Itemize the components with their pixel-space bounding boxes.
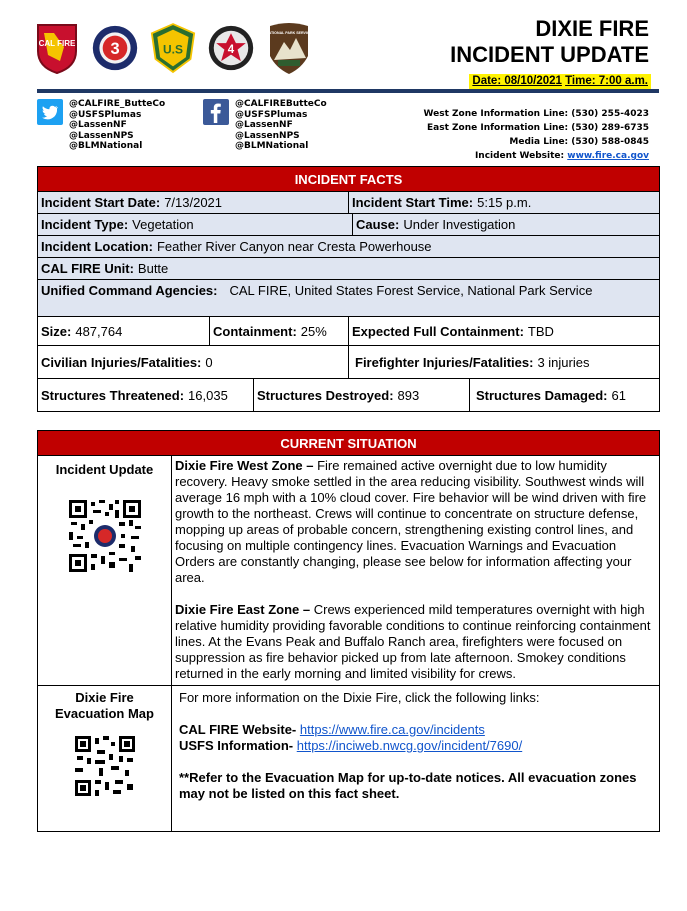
incident-website-link[interactable]: www.fire.ca.gov — [567, 151, 649, 161]
evacuation-note: **Refer to the Evacuation Map for up-to-date notices. All evacuation zones may not be listed on this fact sheet. — [179, 770, 637, 801]
facts-row — [37, 258, 660, 280]
evacuation-map-row — [37, 686, 660, 832]
east-zone-title: Dixie Fire East Zone – — [175, 602, 311, 617]
website-label: Incident Website: — [474, 151, 565, 161]
incident-type-value: Vegetation — [132, 217, 194, 232]
twitter-handle[interactable]: @USFSPlumas — [69, 109, 142, 120]
facts-row — [37, 192, 660, 214]
incident-update-qr-code-icon[interactable] — [69, 500, 141, 572]
twitter-handle[interactable]: @BLMNational — [69, 141, 143, 151]
title-line-1: DIXIE FIRE — [535, 16, 649, 41]
twitter-handle[interactable]: @CALFIRE_ButteCo — [69, 99, 166, 109]
structures-damaged-value: 61 — [611, 387, 626, 403]
evacuation-map-text — [172, 686, 659, 831]
evacuation-map-label-line1: Dixie Fire — [75, 690, 134, 705]
twitter-handles — [37, 99, 165, 152]
contact-info — [424, 107, 650, 163]
facebook-handle[interactable]: @BLMNational — [235, 141, 309, 151]
svg-text:U.S: U.S — [163, 42, 183, 57]
current-situation-table — [37, 430, 660, 832]
agencies-value: CAL FIRE, United States Forest Service, National Park Service — [229, 283, 593, 298]
header-divider — [37, 89, 659, 93]
facts-row — [37, 317, 660, 346]
current-situation-heading: CURRENT SITUATION — [37, 430, 660, 456]
structures-destroyed-value: 893 — [397, 387, 420, 403]
unit-value: Butte — [137, 261, 169, 276]
twitter-handle[interactable]: @LassenNPS — [69, 130, 134, 141]
plumas-county-logo — [92, 20, 138, 76]
twitter-icon[interactable] — [37, 99, 63, 125]
east-zone-text: Crews experienced mild temperatures overnight with high relative humidity providing favorable conditions to continue reinforcing containment lines. At the Evans Peak and Buffalo Ranch area, firefighters were focused on suppression as fire behavior picked up from late afternoon. Smokey conditions returned in the early morning and limited visibility for crews. — [175, 602, 651, 681]
east-zone-line: East Zone Information Line: (530) 289-6735 — [426, 123, 649, 133]
civilian-injuries-cell: Civilian Injuries/Fatalities: 0 — [41, 354, 213, 370]
document-title — [450, 16, 649, 68]
structures-damaged-cell: Structures Damaged: 61 — [469, 379, 659, 411]
facebook-handle[interactable]: @USFSPlumas — [235, 109, 308, 120]
full-containment-cell: Expected Full Containment: TBD — [348, 317, 659, 345]
title-line-2: INCIDENT UPDATE — [450, 42, 649, 67]
east-zone-paragraph — [175, 602, 655, 682]
facts-row — [37, 214, 660, 236]
date-text: Date: 08/10/2021 — [472, 75, 562, 87]
calfire-website-link[interactable]: https://www.fire.ca.gov/incidents — [299, 722, 485, 737]
structures-destroyed-cell: Structures Destroyed: 893 — [253, 379, 469, 411]
cause-value: Under Investigation — [403, 217, 516, 232]
facts-row — [37, 346, 660, 379]
nps-logo — [266, 20, 312, 76]
start-date-value: 7/13/2021 — [164, 195, 223, 210]
usfs-info-link[interactable]: https://inciweb.nwcg.gov/incident/7690/ — [296, 738, 523, 753]
containment-value: 25% — [300, 323, 327, 339]
date-time-stamp — [469, 74, 651, 89]
civilian-injuries-value: 0 — [205, 354, 213, 370]
cause-cell: Cause: Under Investigation — [352, 214, 659, 235]
facts-row — [37, 280, 660, 317]
usfs-info-row — [179, 738, 655, 754]
svg-text:CAL FIRE: CAL FIRE — [38, 39, 76, 48]
firefighter-injuries-value: 3 injuries — [537, 354, 590, 370]
usfs-info-label: USFS Information- — [179, 738, 294, 753]
more-info-text: For more information on the Dixie Fire, click the following links: — [179, 690, 540, 705]
incident-type-cell: Incident Type: Vegetation — [41, 217, 194, 232]
facts-row — [37, 379, 660, 412]
start-time-cell: Incident Start Time: 5:15 p.m. — [348, 192, 659, 213]
calfire-logo — [34, 20, 80, 76]
facebook-icon[interactable] — [203, 99, 229, 125]
incident-facts-table — [37, 166, 660, 412]
calfire-website-row — [179, 722, 655, 738]
start-date-cell: Incident Start Date: 7/13/2021 — [41, 195, 223, 210]
evacuation-map-label-line2: Evacuation Map — [55, 706, 154, 721]
svg-text:NATIONAL PARK SERVICE: NATIONAL PARK SERVICE — [266, 31, 312, 35]
media-line: Media Line: (530) 588-0845 — [509, 137, 649, 147]
facebook-handle[interactable]: @CALFIREButteCo — [235, 99, 327, 109]
twitter-handle[interactable]: @LassenNF — [69, 120, 127, 130]
incident-website-row — [424, 149, 650, 163]
west-zone-line: West Zone Information Line: (530) 255-4023 — [423, 109, 649, 119]
lassen-county-logo — [208, 20, 254, 76]
svg-text:3: 3 — [110, 39, 120, 58]
structures-threatened-cell: Structures Threatened: 16,035 — [41, 387, 228, 403]
unit-cell: CAL FIRE Unit: Butte — [41, 261, 169, 276]
location-value: Feather River Canyon near Cresta Powerhouse — [156, 239, 432, 254]
agencies-cell: Unified Command Agencies: CAL FIRE, United States Forest Service, National Park Service — [41, 283, 593, 298]
incident-update-row — [37, 456, 660, 686]
facts-row — [37, 236, 660, 258]
location-cell: Incident Location: Feather River Canyon near Cresta Powerhouse — [41, 239, 432, 254]
west-zone-title: Dixie Fire West Zone – — [175, 458, 314, 473]
size-cell: Size: 487,764 — [41, 323, 123, 339]
facebook-handles — [203, 99, 327, 152]
size-value: 487,764 — [75, 323, 123, 339]
agency-logos — [34, 18, 312, 78]
incident-facts-heading: INCIDENT FACTS — [37, 166, 660, 192]
west-zone-paragraph — [175, 458, 655, 586]
incident-update-cell — [38, 456, 172, 685]
containment-cell: Containment: 25% — [209, 317, 348, 345]
full-containment-value: TBD — [527, 323, 554, 339]
incident-update-text — [172, 456, 659, 685]
evacuation-map-qr-code-icon[interactable] — [75, 736, 135, 796]
start-time-value: 5:15 p.m. — [477, 195, 532, 210]
facebook-handle[interactable]: @LassenNPS — [235, 130, 300, 141]
structures-threatened-value: 16,035 — [188, 387, 228, 403]
evacuation-map-cell — [38, 686, 172, 831]
usfs-logo — [150, 20, 196, 76]
west-zone-text: Fire remained active overnight due to low humidity recovery. Heavy smoke settled in the area reducing visibility. Southwest winds will average 16 mph with a 10% cloud cover. Fire behavior will be wind driven with fire growth to the northeast. Crews will continue to concentrate on structure defense, mopping up areas of probable concern, strengthening existing control lines, and focusing on multiple contingency lines. Evacuation Warnings and Evacuation Orders are constantly changing, please see below for information affecting your area. — [175, 458, 647, 585]
calfire-website-label: CAL FIRE Website- — [179, 722, 297, 737]
svg-text:4: 4 — [227, 43, 235, 56]
firefighter-injuries-cell: Firefighter Injuries/Fatalities: 3 injuries — [348, 346, 659, 378]
incident-update-label: Incident Update — [55, 462, 154, 477]
time-text: Time: 7:00 a.m. — [565, 75, 648, 87]
facebook-handle[interactable]: @LassenNF — [235, 120, 293, 130]
